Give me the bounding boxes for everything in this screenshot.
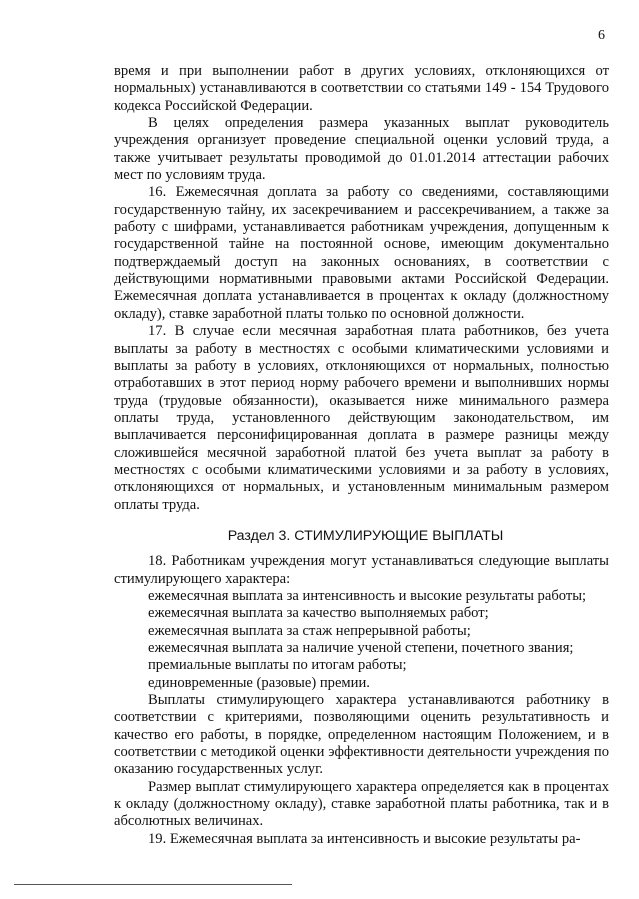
- paragraph-16: 16. Ежемесячная доплата за работу со сведениями, составляющими государственную тайну, их засекречиванием и рассекречиванием, а также за работу с шифрами, устанавливается работникам учреждения, допущенным к государственной тайне на постоянной основе, имеющим документально подтверждаемый доступ на законных основаниях, в соответствии с действующими нормативными правовыми актами Российской Федерации. Ежемесячная доплата устанавливается в процентах к окладу (должностному окладу), ставке заработной платы только по основной должности.: [114, 184, 609, 322]
- document-body: [114, 63, 609, 848]
- paragraph-19: 19. Ежемесячная выплата за интенсивность и высокие результаты ра-: [148, 830, 581, 847]
- paragraph-size: Размер выплат стимулирующего характера определяется как в процентах к окладу (должностному окладу), ставке заработной платы работника, так и в абсолютных величинах.: [114, 778, 609, 830]
- paragraph-criteria: Выплаты стимулирующего характера устанавливаются работнику в соответствии с критериями, позволяющими оценить результативность и качество его работы, в порядке, определенном настоящим Положением, и в соответствии с методикой оценки эффективности деятельности учреждения по оказанию государственных услуг.: [114, 692, 609, 778]
- list-item: ежемесячная выплата за наличие ученой степени, почетного звания;: [148, 640, 574, 656]
- paragraph-18-intro: 18. Работникам учреждения могут устанавливаться следующие выплаты стимулирующего характера:: [114, 553, 609, 587]
- paragraph-continuation: время и при выполнении работ в других условиях, отклоняющихся от нормальных) устанавливаются в соответствии со статьями 149 - 154 Трудового кодекса Российской Федерации.: [114, 63, 609, 114]
- list-item: ежемесячная выплата за качество выполняемых работ;: [148, 605, 489, 622]
- footnote-divider: [14, 884, 292, 885]
- section-heading: Раздел 3. СТИМУЛИРУЮЩИЕ ВЫПЛАТЫ: [227, 527, 504, 544]
- page-number: 6: [598, 28, 605, 43]
- paragraph-assessment: В целях определения размера указанных выплат руководитель учреждения организует проведение специальной оценки условий труда, а также учитывает результаты проводимой до 01.01.2014 аттестации рабочих мест по условиям труда.: [114, 115, 609, 184]
- list-item: ежемесячная выплата за интенсивность и высокие результаты работы;: [148, 587, 587, 604]
- list-item: единовременные (разовые) премии.: [148, 674, 370, 691]
- list-item: ежемесячная выплата за стаж непрерывной работы;: [148, 622, 471, 639]
- paragraph-17: 17. В случае если месячная заработная плата работников, без учета выплаты за работу в местностях с особыми климатическими условиями и выплаты за работу в условиях, отклоняющихся от нормальных, полностью отработавших в этот период норму рабочего времени и выполнивших нормы труда (трудовые обязанности), оказывается ниже минимального размера оплаты труда, установленного действующим законодательством, им выплачивается персонифицированная доплата в размере разницы между сложившейся месячной заработной платой без учета выплат за работу в местностях с особыми климатическими условиями и за работу в условиях, отклоняющихся от нормальных, и установленным минимальным размером оплаты труда.: [114, 323, 609, 513]
- list-item: премиальные выплаты по итогам работы;: [148, 657, 407, 674]
